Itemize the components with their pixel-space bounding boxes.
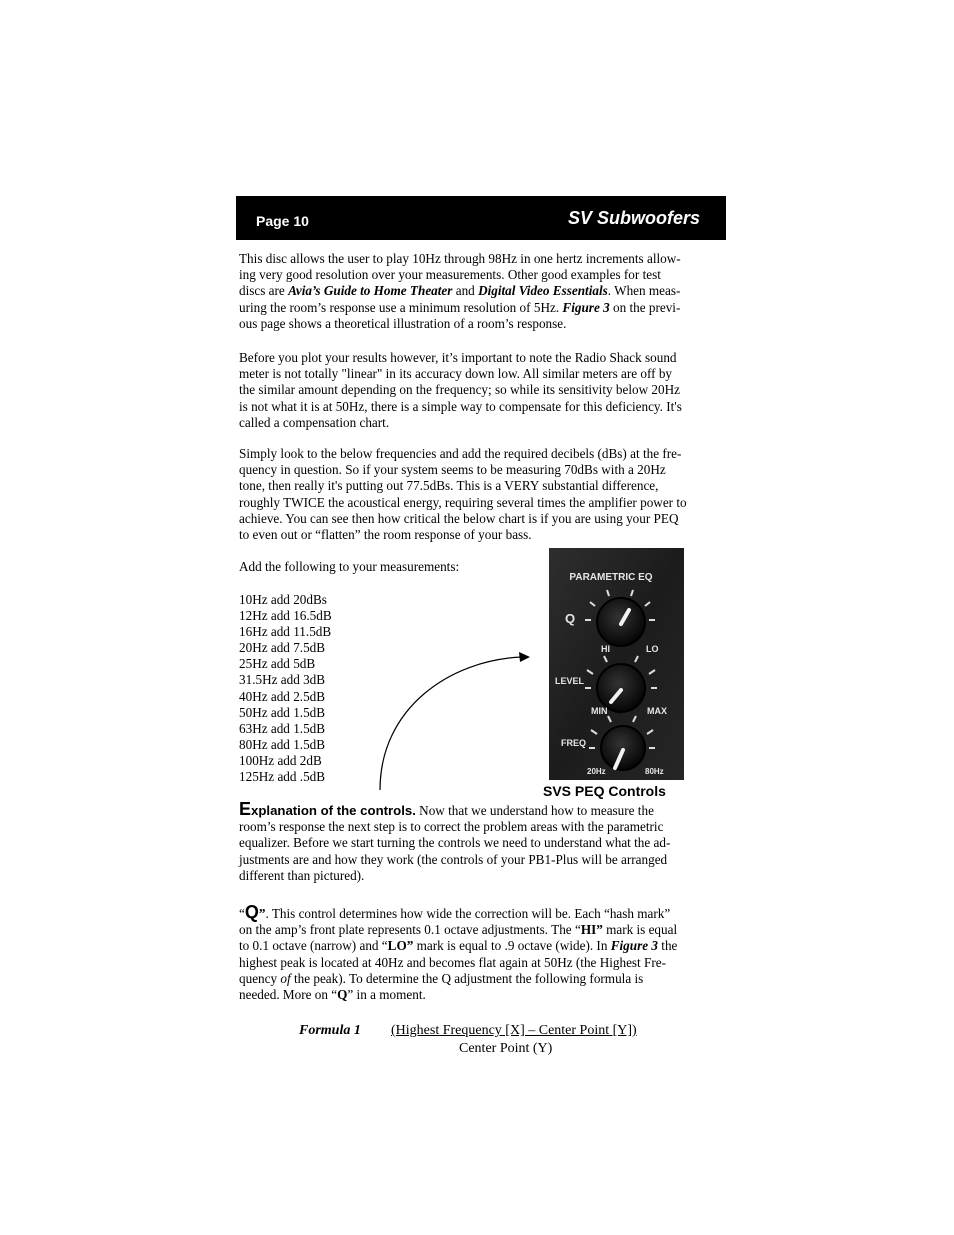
curved-arrow-icon: [370, 648, 540, 796]
list-item: 16Hz add 11.5dB: [239, 624, 332, 640]
text-line: the similar amount depending on the frequency; so while its sensitivity below 20Hz: [239, 382, 680, 398]
list-item: 125Hz add .5dB: [239, 769, 326, 785]
text-line: meter is not totally "linear" in its accuracy down low. All similar meters are off by: [239, 366, 673, 382]
list-item: 100Hz add 2dB: [239, 752, 322, 768]
intro-paragraph: [239, 251, 719, 332]
list-item: 20Hz add 7.5dB: [239, 640, 326, 656]
hi-label: HI: [601, 644, 610, 654]
text-line: Before you plot your results however, it’s important to note the Radio Shack sound: [239, 350, 677, 365]
f20-label: 20Hz: [587, 767, 606, 776]
linearity-paragraph: [239, 350, 719, 431]
brand-title: SV Subwoofers: [567, 208, 700, 228]
list-item: 25Hz add 5dB: [239, 656, 316, 672]
text-line: quency in question. So if your system seems to be measuring 70dBs with a 20Hz: [239, 462, 666, 478]
q-label: Q: [565, 611, 576, 626]
text-line: roughly TWICE the acoustical energy, requiring several times the amplifier power to: [239, 494, 687, 510]
text-line: Simply look to the below frequencies and add the required decibels (dBs) at the fre-: [239, 446, 682, 461]
text-line: ous page shows a theoretical illustration of a room’s response.: [239, 315, 567, 331]
controls-explanation-paragraph: [239, 801, 719, 884]
figure-ref: Figure 3: [610, 938, 658, 954]
text-line: Add the following to your measurements:: [239, 559, 460, 574]
drop-letter: E: [239, 799, 252, 819]
text-line: Explanation of the controls. Now that we understand how to measure the: [239, 799, 654, 819]
text-line: to 0.1 octave (narrow) and “LO” mark is equal to .9 octave (wide). In Figure 3 the: [239, 938, 678, 954]
dve-title: Digital Video Essentials: [478, 283, 608, 299]
q-paragraph: [239, 904, 719, 1003]
text-line: needed. More on “Q” in a moment.: [239, 987, 426, 1003]
list-item: 40Hz add 2.5dB: [239, 688, 326, 704]
figure-ref: Figure 3: [562, 299, 610, 315]
formula-numerator: (Highest Frequency [X] – Center Point [Y]): [391, 1023, 637, 1038]
level-label: LEVEL: [555, 676, 585, 686]
list-item: 80Hz add 1.5dB: [239, 736, 326, 752]
text-line: equalizer. Before we start turning the controls we need to understand what the ad-: [239, 835, 671, 851]
compensation-list: [239, 592, 332, 785]
text-line: room’s response the next step is to correct the problem areas with the parametric: [239, 819, 664, 835]
peq-caption: SVS PEQ Controls: [543, 783, 666, 799]
peq-title-label: PARAMETRIC EQ: [569, 572, 653, 583]
text-line: tone, then really it's putting out 77.5dBs. This is a VERY substantial difference,: [239, 478, 659, 494]
section-heading: xplanation of the controls.: [251, 803, 416, 818]
text-line: to even out or “flatten” the room response of your bass.: [239, 527, 532, 543]
compensation-paragraph: [239, 446, 719, 543]
min-label: MIN: [591, 706, 608, 716]
text-line: “Q”. This control determines how wide the correction will be. Each “hash mark”: [239, 902, 671, 922]
page-header: [236, 196, 726, 240]
max-label: MAX: [647, 706, 667, 716]
list-item: 50Hz add 1.5dB: [239, 704, 326, 720]
text-line: achieve. You can see then how critical the below chart is if you are using your PEQ: [239, 510, 679, 526]
text-line: discs are Avia’s Guide to Home Theater and Digital Video Essentials. When meas-: [239, 283, 681, 299]
text-line: on the amp’s front plate represents 0.1 octave adjustments. The “HI” mark is equal: [239, 922, 678, 938]
freq-label: FREQ: [561, 738, 587, 748]
list-item: 31.5Hz add 3dB: [239, 672, 326, 688]
page-number: Page 10: [256, 213, 309, 229]
q-term: Q: [244, 902, 259, 922]
text-line: quency of the peak). To determine the Q adjustment the following formula is: [239, 970, 644, 986]
hi-term: HI”: [580, 922, 603, 938]
text-line: highest peak is located at 40Hz and becomes flat again at 50Hz (the Highest Fre-: [239, 954, 666, 970]
text-line: justments are and how they work (the controls of your PB1-Plus will be arranged: [239, 851, 668, 867]
formula-label: Formula 1: [299, 1023, 361, 1038]
list-item: 10Hz add 20dBs: [239, 592, 327, 607]
lo-label: LO: [646, 644, 659, 654]
text-line: uring the room’s response use a minimum resolution of 5Hz. Figure 3 on the previ-: [239, 299, 681, 315]
list-item: 63Hz add 1.5dB: [239, 720, 326, 736]
text-line: different than pictured).: [239, 867, 365, 883]
formula-denominator: Center Point (Y): [459, 1041, 553, 1056]
text-line: is not what it is at 50Hz, there is a simple way to compensate for this deficiency. It's: [239, 398, 682, 414]
f80-label: 80Hz: [645, 767, 664, 776]
text-line: ing very good resolution over your measurements. Other good examples for test: [239, 267, 661, 283]
text-line: called a compensation chart.: [239, 414, 390, 430]
avia-title: Avia’s Guide to Home Theater: [288, 283, 453, 299]
text-line: This disc allows the user to play 10Hz through 98Hz in one hertz increments allow-: [239, 251, 681, 266]
lo-term: LO”: [387, 938, 414, 954]
peq-controls-photo: [549, 548, 684, 780]
list-item: 12Hz add 16.5dB: [239, 608, 332, 624]
